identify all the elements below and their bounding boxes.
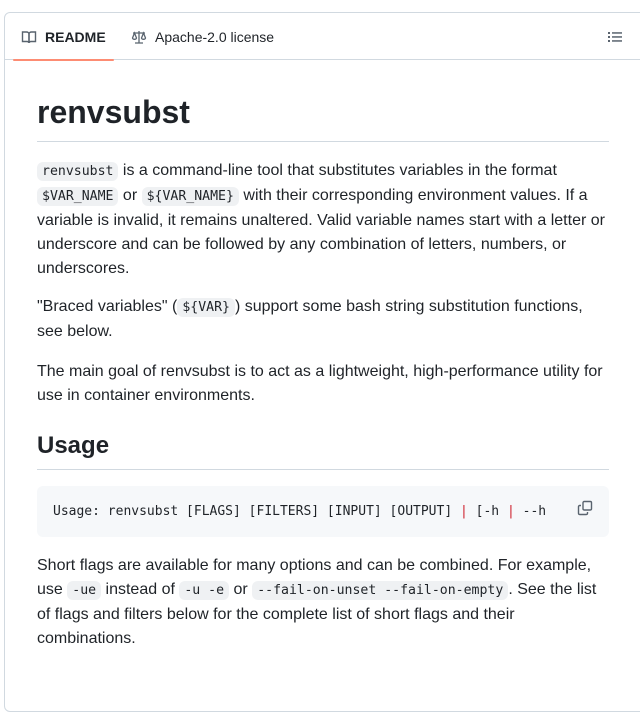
tab-readme-label: README	[45, 28, 106, 45]
usage-code: Usage: renvsubst [FLAGS] [FILTERS] [INPUT] [OUTPUT] | [-h | --h	[53, 504, 547, 519]
law-icon	[131, 29, 147, 45]
goal-paragraph: The main goal of renvsubst is to act as a lightweight, high-performance utility for use in container environments.	[37, 363, 603, 404]
tab-readme[interactable]	[13, 13, 114, 60]
readme-tabbar	[5, 13, 640, 60]
inline-code: ${VAR_NAME}	[142, 187, 239, 206]
inline-code: ${VAR}	[177, 298, 235, 317]
inline-code: renvsubst	[37, 162, 118, 181]
tab-license-label: Apache-2.0 license	[155, 28, 275, 45]
inline-code: -u -e	[179, 581, 229, 600]
tab-license[interactable]	[127, 13, 278, 60]
list-icon	[607, 29, 623, 45]
intro-paragraph: renvsubst is a command-line tool that substitutes variables in the format $VAR_NAME or ${VAR_NAME} with their corresponding environment values. If a variable is invalid, it remains unaltered. Valid variable names start with a letter or underscore and can be followed by any combination of letters, numbers, or underscores.	[37, 162, 605, 277]
copy-icon	[577, 500, 593, 516]
short-flags-paragraph: Short flags are available for many options and can be combined. For example, use -ue instead of -u -e or --fail-on-unset --fail-on-empty . See the list of flags and filters below for the complete list of short flags and their combinations.	[37, 557, 597, 647]
book-icon	[21, 29, 37, 45]
inline-code: -ue	[67, 581, 101, 600]
inline-code: --fail-on-unset --fail-on-empty	[252, 581, 508, 600]
table-of-contents-button[interactable]	[605, 27, 625, 47]
readme-title: renvsubst	[37, 92, 609, 142]
usage-code-block	[37, 486, 609, 537]
braced-paragraph: "Braced variables" ( ${VAR} ) support some bash string substitution functions, see below.	[37, 298, 583, 340]
usage-heading: Usage	[37, 431, 609, 470]
copy-button[interactable]	[575, 498, 595, 518]
inline-code: $VAR_NAME	[37, 187, 118, 206]
